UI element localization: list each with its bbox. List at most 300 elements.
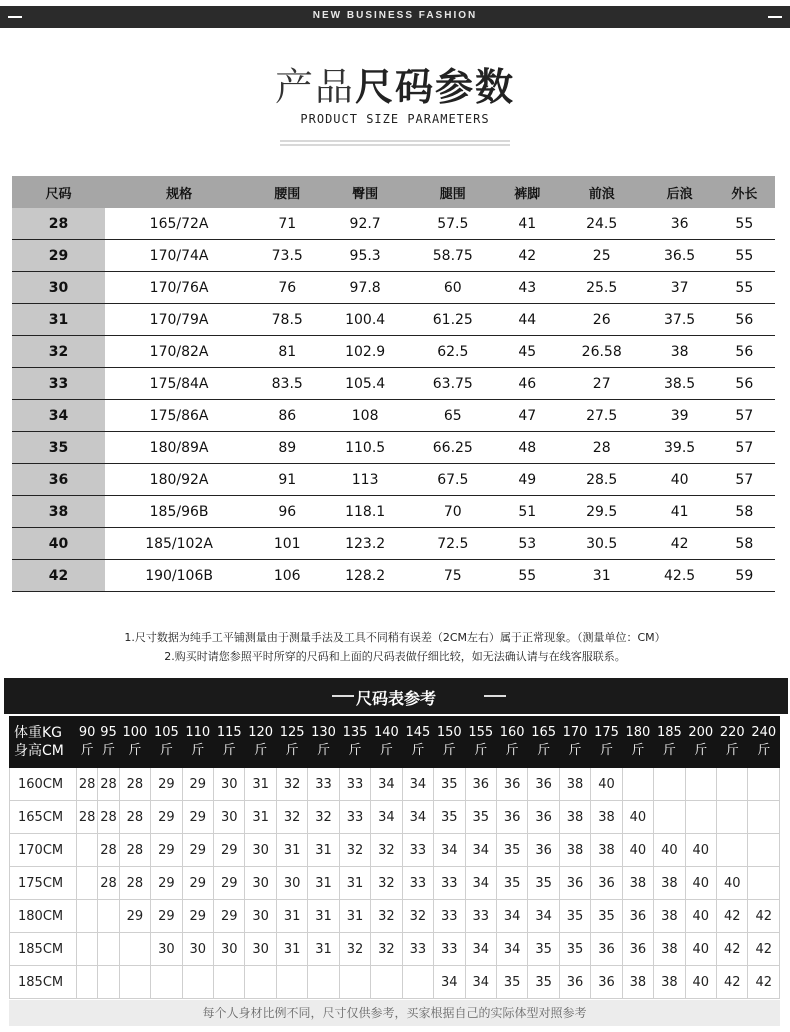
recommended-size-cell [717, 834, 748, 867]
weight-value: 185 [656, 725, 682, 740]
recommended-size-cell: 34 [496, 933, 527, 966]
size-value-cell: 56 [714, 336, 775, 368]
recommended-size-cell: 38 [654, 933, 685, 966]
recommended-size-cell: 40 [622, 834, 653, 867]
size-value-cell: 29.5 [558, 496, 646, 528]
size-code-cell: 31 [12, 304, 105, 336]
size-value-cell: 73.5 [253, 240, 321, 272]
recommended-size-cell [339, 966, 370, 999]
recommended-size-cell [371, 966, 402, 999]
recommended-size-cell: 36 [496, 801, 527, 834]
size-value-cell: 170/79A [105, 304, 253, 336]
recommended-size-cell: 30 [182, 933, 213, 966]
size-value-cell: 58 [714, 528, 775, 560]
size-value-cell: 24.5 [558, 208, 646, 240]
size-value-cell: 25.5 [558, 272, 646, 304]
size-value-cell: 106 [253, 560, 321, 592]
ref-table-header [10, 717, 780, 768]
weight-col-header [685, 717, 716, 768]
recommended-size-cell: 28 [98, 768, 119, 801]
weight-value: 140 [374, 725, 399, 740]
size-value-cell: 185/96B [105, 496, 253, 528]
recommended-size-cell [119, 933, 150, 966]
size-value-cell: 86 [253, 400, 321, 432]
weight-col-header [748, 717, 780, 768]
size-value-cell: 26.58 [558, 336, 646, 368]
size-value-cell: 53 [497, 528, 558, 560]
recommended-size-cell [182, 966, 213, 999]
recommended-size-cell: 29 [119, 900, 150, 933]
weight-value: 90 [78, 725, 96, 740]
recommended-size-cell: 30 [214, 933, 245, 966]
size-value-cell: 30.5 [558, 528, 646, 560]
recommended-size-cell: 28 [98, 834, 119, 867]
height-cell: 180CM [10, 900, 77, 933]
ref-table-row [10, 900, 780, 933]
size-value-cell: 65 [409, 400, 497, 432]
size-value-cell: 26 [558, 304, 646, 336]
size-value-cell: 101 [253, 528, 321, 560]
recommended-size-cell [77, 900, 98, 933]
size-code-cell: 30 [12, 272, 105, 304]
ref-table-row [10, 933, 780, 966]
weight-col-header [371, 717, 402, 768]
size-value-cell: 37.5 [646, 304, 714, 336]
weight-col-header [151, 717, 182, 768]
size-value-cell: 175/86A [105, 400, 253, 432]
recommended-size-cell: 34 [434, 966, 465, 999]
page-title [0, 56, 790, 111]
size-value-cell: 123.2 [321, 528, 409, 560]
weight-value: 110 [185, 725, 211, 740]
recommended-size-cell: 31 [308, 933, 339, 966]
banner-dash-right [768, 16, 782, 18]
weight-unit: 斤 [662, 743, 676, 758]
recommended-size-cell: 42 [748, 966, 780, 999]
recommended-size-cell [717, 768, 748, 801]
size-value-cell: 185/102A [105, 528, 253, 560]
size-value-cell: 46 [497, 368, 558, 400]
weight-value: 120 [248, 725, 274, 740]
recommended-size-cell [685, 801, 716, 834]
recommended-size-cell: 34 [371, 768, 402, 801]
recommended-size-cell: 33 [339, 768, 370, 801]
size-col-header: 外长 [714, 176, 775, 208]
recommended-size-cell: 38 [622, 867, 653, 900]
size-value-cell: 71 [253, 208, 321, 240]
size-value-cell: 57 [714, 432, 775, 464]
size-value-cell: 58 [714, 496, 775, 528]
size-value-cell: 55 [497, 560, 558, 592]
weight-value: 150 [436, 725, 462, 740]
recommended-size-cell: 36 [559, 867, 590, 900]
size-value-cell: 27.5 [558, 400, 646, 432]
ref-corner-header [10, 717, 77, 768]
weight-col-header [496, 717, 527, 768]
recommended-size-cell: 40 [654, 834, 685, 867]
size-value-cell: 28.5 [558, 464, 646, 496]
recommended-size-cell [276, 966, 307, 999]
size-value-cell: 100.4 [321, 304, 409, 336]
recommended-size-cell: 29 [182, 900, 213, 933]
recommended-size-cell: 35 [559, 933, 590, 966]
recommended-size-cell: 31 [276, 933, 307, 966]
size-value-cell: 40 [646, 464, 714, 496]
size-value-cell: 55 [714, 240, 775, 272]
note-1: 1.尺寸数据为纯手工平铺测量由于测量手法及工具不同稍有误差（2CM左右）属于正常现象。（测量单位：CM） [124, 631, 666, 644]
size-value-cell: 39 [646, 400, 714, 432]
recommended-size-cell: 32 [276, 768, 307, 801]
recommended-size-cell: 32 [339, 933, 370, 966]
weight-unit: 斤 [599, 743, 613, 758]
height-cell: 165CM [10, 801, 77, 834]
recommended-size-cell: 30 [276, 867, 307, 900]
weight-col-header [717, 717, 748, 768]
recommended-size-cell: 36 [559, 966, 590, 999]
recommended-size-cell [402, 966, 433, 999]
size-value-cell: 57.5 [409, 208, 497, 240]
weight-unit: 斤 [222, 743, 236, 758]
weight-unit: 斤 [348, 743, 362, 758]
recommended-size-cell: 34 [528, 900, 559, 933]
size-value-cell: 41 [646, 496, 714, 528]
size-col-header: 前浪 [558, 176, 646, 208]
ref-table-row [10, 801, 780, 834]
recommended-size-cell: 29 [214, 834, 245, 867]
weight-col-header [214, 717, 245, 768]
size-value-cell: 170/76A [105, 272, 253, 304]
size-code-cell: 38 [12, 496, 105, 528]
size-value-cell: 42 [497, 240, 558, 272]
weight-unit: 斤 [411, 743, 425, 758]
recommended-size-cell: 32 [371, 933, 402, 966]
reference-title: 尺码表参考 [355, 689, 436, 708]
recommended-size-cell: 33 [402, 867, 433, 900]
recommended-size-cell [77, 966, 98, 999]
weight-col-header [654, 717, 685, 768]
recommended-size-cell: 31 [308, 867, 339, 900]
size-value-cell: 60 [409, 272, 497, 304]
size-value-cell: 76 [253, 272, 321, 304]
recommended-size-cell: 32 [371, 900, 402, 933]
recommended-size-cell: 35 [465, 801, 496, 834]
size-value-cell: 190/106B [105, 560, 253, 592]
size-value-cell: 118.1 [321, 496, 409, 528]
weight-value: 130 [311, 725, 336, 740]
recommended-size-cell: 33 [402, 933, 433, 966]
recommended-size-cell: 42 [748, 900, 780, 933]
size-value-cell: 38.5 [646, 368, 714, 400]
recommended-size-cell: 38 [559, 834, 590, 867]
size-value-cell: 165/72A [105, 208, 253, 240]
weight-col-header [465, 717, 496, 768]
ref-table-row [10, 834, 780, 867]
recommended-size-cell: 35 [496, 834, 527, 867]
weight-col-header [559, 717, 590, 768]
height-cell: 160CM [10, 768, 77, 801]
recommended-size-cell: 31 [308, 834, 339, 867]
size-code-cell: 42 [12, 560, 105, 592]
recommended-size-cell [98, 966, 119, 999]
recommended-size-cell [717, 801, 748, 834]
recommended-size-cell: 30 [245, 900, 276, 933]
weight-unit: 斤 [379, 743, 393, 758]
weight-value: 165 [531, 725, 557, 740]
recommended-size-cell: 29 [182, 768, 213, 801]
size-value-cell: 45 [497, 336, 558, 368]
recommended-size-cell: 36 [591, 966, 622, 999]
size-value-cell: 62.5 [409, 336, 497, 368]
recommended-size-cell: 35 [528, 867, 559, 900]
recommended-size-cell: 28 [119, 867, 150, 900]
recommended-size-cell: 42 [717, 900, 748, 933]
size-value-cell: 61.25 [409, 304, 497, 336]
recommended-size-cell [214, 966, 245, 999]
recommended-size-cell: 35 [528, 966, 559, 999]
recommended-size-cell: 31 [339, 867, 370, 900]
weight-value: 145 [405, 725, 431, 740]
weight-col-header [119, 717, 150, 768]
recommended-size-cell: 33 [465, 900, 496, 933]
weight-unit: 斤 [631, 743, 645, 758]
recommended-size-cell [622, 768, 653, 801]
weight-unit: 斤 [254, 743, 268, 758]
size-col-header: 后浪 [646, 176, 714, 208]
size-table-row [12, 528, 775, 560]
size-value-cell: 170/74A [105, 240, 253, 272]
recommended-size-cell: 30 [151, 933, 182, 966]
recommended-size-cell: 31 [308, 900, 339, 933]
recommended-size-cell: 42 [717, 933, 748, 966]
size-value-cell: 78.5 [253, 304, 321, 336]
recommended-size-cell: 35 [528, 933, 559, 966]
size-value-cell: 81 [253, 336, 321, 368]
size-value-cell: 113 [321, 464, 409, 496]
recommended-size-cell: 36 [591, 933, 622, 966]
size-code-cell: 36 [12, 464, 105, 496]
height-cell: 185CM [10, 966, 77, 999]
size-notes [0, 628, 790, 666]
page-subtitle: PRODUCT SIZE PARAMETERS [300, 112, 490, 126]
weight-value: 160 [499, 725, 525, 740]
size-value-cell: 175/84A [105, 368, 253, 400]
weight-col-header [339, 717, 370, 768]
size-value-cell: 47 [497, 400, 558, 432]
recommended-size-cell [654, 801, 685, 834]
title-bold: 尺码参数 [355, 65, 516, 109]
weight-value: 170 [562, 725, 588, 740]
recommended-size-cell: 40 [685, 834, 716, 867]
size-value-cell: 180/92A [105, 464, 253, 496]
recommended-size-cell: 40 [685, 966, 716, 999]
recommended-size-cell: 36 [465, 768, 496, 801]
size-col-header: 腿围 [409, 176, 497, 208]
weight-value: 135 [342, 725, 368, 740]
size-value-cell: 95.3 [321, 240, 409, 272]
size-col-header: 裤脚 [497, 176, 558, 208]
size-value-cell: 97.8 [321, 272, 409, 304]
recommended-size-cell: 38 [622, 966, 653, 999]
size-value-cell: 96 [253, 496, 321, 528]
weight-col-header [77, 717, 98, 768]
recommended-size-cell: 40 [685, 900, 716, 933]
weight-value: 180 [625, 725, 651, 740]
size-table-row [12, 240, 775, 272]
weight-col-header [591, 717, 622, 768]
size-parameter-table [12, 176, 775, 592]
recommended-size-cell: 32 [402, 900, 433, 933]
note-2: 2.购买时请您参照平时所穿的尺码和上面的尺码表做仔细比较，如无法确认请与在线客服联系。 [164, 650, 626, 663]
size-table-row [12, 368, 775, 400]
size-table-row [12, 496, 775, 528]
recommended-size-cell: 30 [245, 933, 276, 966]
weight-col-header [276, 717, 307, 768]
recommended-size-cell [245, 966, 276, 999]
recommended-size-cell: 38 [654, 867, 685, 900]
recommended-size-cell [151, 966, 182, 999]
recommended-size-cell: 29 [182, 867, 213, 900]
height-cell: 185CM [10, 933, 77, 966]
recommended-size-cell: 35 [434, 801, 465, 834]
recommended-size-cell: 34 [496, 900, 527, 933]
recommended-size-cell: 34 [465, 867, 496, 900]
size-value-cell: 56 [714, 304, 775, 336]
size-value-cell: 91 [253, 464, 321, 496]
recommended-size-cell [77, 834, 98, 867]
recommended-size-cell: 36 [528, 801, 559, 834]
weight-value: 155 [468, 725, 494, 740]
recommended-size-cell [77, 933, 98, 966]
size-value-cell: 28 [558, 432, 646, 464]
recommended-size-cell: 29 [214, 900, 245, 933]
recommended-size-cell: 35 [496, 966, 527, 999]
size-table-row [12, 208, 775, 240]
recommended-size-cell: 40 [622, 801, 653, 834]
size-value-cell: 57 [714, 400, 775, 432]
height-cell: 170CM [10, 834, 77, 867]
size-col-header: 规格 [105, 176, 253, 208]
recommended-size-cell [685, 768, 716, 801]
size-value-cell: 51 [497, 496, 558, 528]
recommended-size-cell: 29 [214, 867, 245, 900]
size-value-cell: 36.5 [646, 240, 714, 272]
weight-value: 200 [688, 725, 714, 740]
size-value-cell: 128.2 [321, 560, 409, 592]
weight-unit: 斤 [102, 743, 116, 758]
recommended-size-cell: 42 [748, 933, 780, 966]
weight-unit: 斤 [442, 743, 456, 758]
weight-unit: 斤 [285, 743, 299, 758]
recommended-size-cell [654, 768, 685, 801]
size-value-cell: 42 [646, 528, 714, 560]
size-value-cell: 70 [409, 496, 497, 528]
recommended-size-cell: 30 [214, 768, 245, 801]
size-value-cell: 102.9 [321, 336, 409, 368]
recommended-size-cell: 36 [622, 900, 653, 933]
size-value-cell: 55 [714, 208, 775, 240]
ref-table-row [10, 966, 780, 999]
recommended-size-cell: 33 [402, 834, 433, 867]
recommended-size-cell: 33 [434, 933, 465, 966]
recommended-size-cell: 35 [591, 900, 622, 933]
recommended-size-cell: 34 [402, 801, 433, 834]
recommended-size-cell: 28 [98, 801, 119, 834]
recommended-size-cell: 34 [434, 834, 465, 867]
size-value-cell: 48 [497, 432, 558, 464]
recommended-size-cell: 29 [151, 867, 182, 900]
size-value-cell: 110.5 [321, 432, 409, 464]
recommended-size-cell: 30 [245, 867, 276, 900]
recommended-size-cell: 29 [151, 834, 182, 867]
size-table-row [12, 432, 775, 464]
recommended-size-cell: 28 [119, 834, 150, 867]
height-cell: 175CM [10, 867, 77, 900]
size-value-cell: 43 [497, 272, 558, 304]
height-axis-label: 身高CM [14, 743, 64, 759]
size-value-cell: 41 [497, 208, 558, 240]
weight-value: 220 [719, 725, 745, 740]
recommended-size-cell: 34 [465, 966, 496, 999]
size-value-cell: 31 [558, 560, 646, 592]
weight-unit: 斤 [80, 743, 94, 758]
size-value-cell: 72.5 [409, 528, 497, 560]
recommended-size-cell: 36 [622, 933, 653, 966]
size-table-row [12, 336, 775, 368]
weight-value: 100 [122, 725, 148, 740]
recommended-size-cell: 29 [182, 834, 213, 867]
recommended-size-cell: 34 [465, 834, 496, 867]
size-table-header [12, 176, 775, 208]
size-table-row [12, 560, 775, 592]
weight-unit: 斤 [757, 743, 771, 758]
recommended-size-cell [748, 768, 780, 801]
size-code-cell: 40 [12, 528, 105, 560]
recommended-size-cell [119, 966, 150, 999]
weight-value: 105 [153, 725, 179, 740]
size-value-cell: 89 [253, 432, 321, 464]
recommended-size-cell: 33 [434, 867, 465, 900]
recommended-size-cell: 40 [591, 768, 622, 801]
recommended-size-cell: 40 [717, 867, 748, 900]
title-light: 产品 [274, 65, 355, 109]
size-code-cell: 34 [12, 400, 105, 432]
size-col-header: 腰围 [253, 176, 321, 208]
recommended-size-cell: 31 [245, 768, 276, 801]
weight-axis-label: 体重KG [14, 725, 63, 741]
recommended-size-cell [748, 801, 780, 834]
size-col-header: 尺码 [12, 176, 105, 208]
recommended-size-cell: 34 [371, 801, 402, 834]
size-value-cell: 37 [646, 272, 714, 304]
size-value-cell: 25 [558, 240, 646, 272]
size-code-cell: 35 [12, 432, 105, 464]
size-value-cell: 170/82A [105, 336, 253, 368]
recommended-size-cell: 38 [654, 900, 685, 933]
weight-unit: 斤 [537, 743, 551, 758]
size-value-cell: 42.5 [646, 560, 714, 592]
weight-col-header [402, 717, 433, 768]
weight-value: 175 [594, 725, 619, 740]
recommended-size-cell: 31 [339, 900, 370, 933]
size-value-cell: 39.5 [646, 432, 714, 464]
size-value-cell: 67.5 [409, 464, 497, 496]
size-value-cell: 56 [714, 368, 775, 400]
recommended-size-cell: 30 [245, 834, 276, 867]
reference-banner [4, 678, 788, 714]
recommended-size-cell: 38 [559, 801, 590, 834]
recommended-size-cell: 28 [119, 768, 150, 801]
size-value-cell: 58.75 [409, 240, 497, 272]
